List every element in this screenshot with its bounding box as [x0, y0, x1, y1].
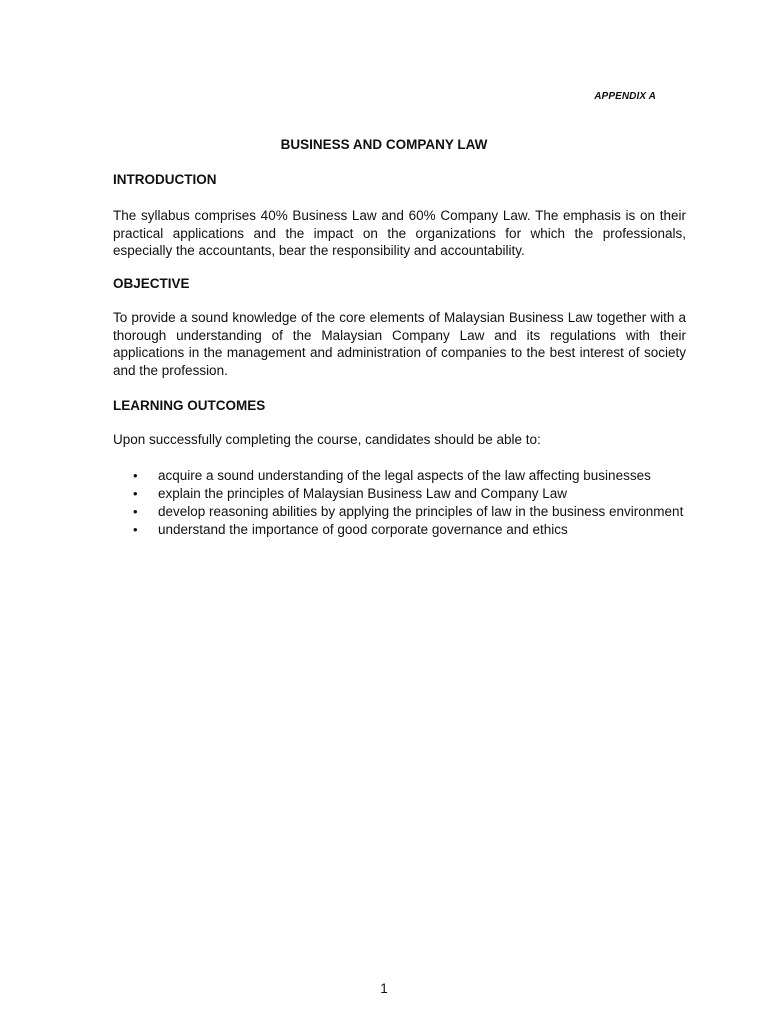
list-item	[113, 521, 686, 539]
list-item-text: understand the importance of good corporate governance and ethics	[158, 522, 568, 537]
learning-outcomes-list	[113, 467, 686, 539]
appendix-label: APPENDIX A	[594, 91, 656, 102]
list-item-text: acquire a sound understanding of the legal aspects of the law affecting businesses	[158, 468, 651, 483]
page-number: 1	[380, 981, 388, 996]
bullet-icon: •	[133, 504, 138, 519]
document-title: BUSINESS AND COMPANY LAW	[280, 137, 488, 152]
learning-outcomes-intro: Upon successfully completing the course, candidates should be able to:	[113, 432, 541, 447]
list-item	[113, 503, 686, 521]
list-item-text: develop reasoning abilities by applying the principles of law in the business environment	[158, 504, 684, 519]
objective-paragraph: To provide a sound knowledge of the core elements of Malaysian Business Law together with a thorough understanding of the Malaysian Company Law and its regulations with their applications in the management and administration of companies to the best interest of society and the profession.	[113, 310, 686, 378]
bullet-icon: •	[133, 486, 138, 501]
bullet-icon: •	[133, 468, 138, 483]
introduction-heading: INTRODUCTION	[113, 172, 217, 187]
introduction-paragraph: The syllabus comprises 40% Business Law and 60% Company Law. The emphasis is on their practical applications and the impact on the organizations for which the professionals, especially the accountants, bear the responsibility and accountability.	[113, 208, 686, 258]
list-item-text: explain the principles of Malaysian Business Law and Company Law	[158, 486, 567, 501]
objective-heading: OBJECTIVE	[113, 276, 190, 291]
list-item	[113, 467, 686, 485]
bullet-icon: •	[133, 522, 138, 537]
learning-outcomes-heading: LEARNING OUTCOMES	[113, 398, 266, 413]
list-item	[113, 485, 686, 503]
